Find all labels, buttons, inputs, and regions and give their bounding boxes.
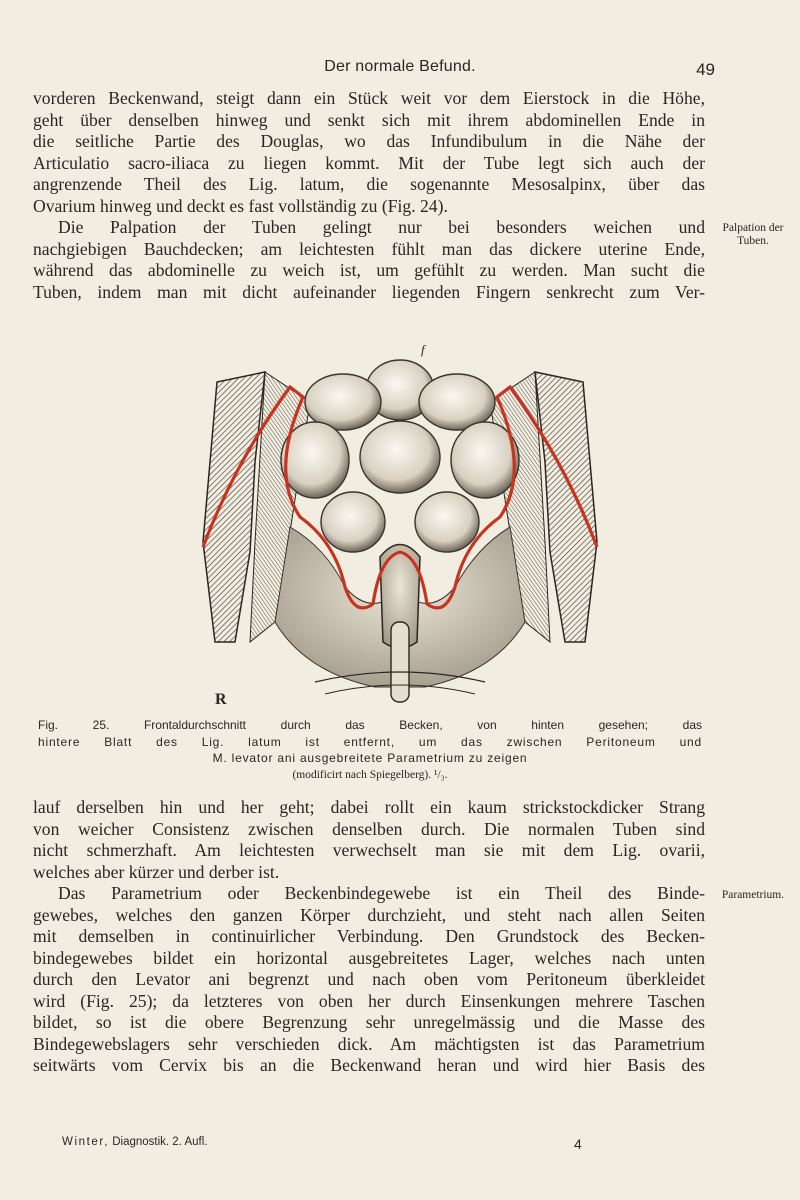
tuben-paragraph — [33, 217, 705, 303]
text-line: die seitliche Partie des Douglas, wo das Infundibulum in die Nähe der — [33, 131, 705, 151]
text-line: Die Palpation der Tuben gelingt nur bei besonders weichen und — [58, 217, 705, 237]
parametrium-paragraph — [33, 883, 705, 1077]
page-number: 49 — [696, 60, 715, 79]
page-footer — [62, 1136, 622, 1156]
figure-label-f: f — [421, 342, 425, 357]
top-paragraph — [33, 88, 705, 217]
caption-line: M. levator ani ausgebreitete Parametrium zu zeigen — [212, 751, 528, 765]
text-line: Tuben, indem man mit dicht aufeinander liegenden Fingern senkrecht zum Ver- — [33, 281, 705, 302]
text-line: bildet, so ist die obere Begrenzung sehr unregelmässig und die Masse des — [33, 1012, 705, 1032]
caption-line: Fig. 25. Frontaldurchschnitt durch das Becken, von hinten gesehen; das — [38, 718, 702, 732]
pelvis-illustration — [195, 342, 605, 714]
text-line: während das abdominelle zu weich ist, um gefühlt zu werden. Man sucht die — [33, 260, 705, 280]
intestine-loop — [321, 492, 385, 552]
text-line: lauf derselben hin und her geht; dabei rollt ein kaum strickstockdicker Strang — [33, 797, 705, 817]
caption-line: hintere Blatt des Lig. latum ist entfernt, um das zwischen Peritoneum und — [38, 734, 702, 749]
footer-sheet-number: 4 — [574, 1136, 582, 1152]
text-line: Das Parametrium oder Beckenbindegewebe ist ein Theil des Binde- — [58, 883, 705, 903]
figure-caption — [38, 717, 702, 783]
margin-note-line: Palpation der — [722, 222, 784, 234]
margin-note-line: Tuben. — [737, 235, 769, 247]
intestine-loop — [360, 421, 440, 493]
footer-author: Winter, — [62, 1136, 109, 1148]
text-line: nicht schmerzhaft. Am leichtesten verwechselt man sie mit dem Lig. ovarii, — [33, 840, 705, 860]
running-title: Der normale Befund. — [324, 58, 476, 75]
continuation-paragraph — [33, 797, 705, 883]
footer-book: Diagnostik. 2. Aufl. — [112, 1136, 208, 1148]
text-line: mit demselben in continuirlicher Verbindung. Den Grundstock des Becken- — [33, 926, 705, 946]
text-line: welches aber kürzer und derber ist. — [33, 861, 280, 882]
text-line: seitwärts vom Cervix bis an die Beckenwand heran und wird hier Basis des — [33, 1055, 705, 1075]
text-line: angrenzende Theil des Lig. latum, die sogenannte Mesosalpinx, über das — [33, 174, 705, 194]
cervix — [391, 622, 409, 702]
text-line: Articulatio sacro-iliaca zu liegen kommt. Mit der Tube legt sich auch der — [33, 152, 705, 173]
text-line: durch den Levator ani begrenzt und nach oben vom Peritoneum überkleidet — [33, 969, 705, 989]
caption-line: (modificirt nach Spiegelberg). ¹/₃. — [292, 768, 448, 781]
text-line: geht über denselben hinweg und senkt sich mit ihrem abdominellen Ende in — [33, 109, 705, 130]
margin-note-palpation — [708, 222, 798, 248]
text-line: Ovarium hinweg und deckt es fast vollständig zu (Fig. 24). — [33, 195, 448, 216]
text-line: gewebes, welches den ganzen Körper durchzieht, und steht nach allen Seiten — [33, 904, 705, 925]
intestine-loop — [415, 492, 479, 552]
text-line: Bindegewebslagers sehr verschieden dick. Am mächtigsten ist das Parametrium — [33, 1033, 705, 1054]
figure-label-r: R — [215, 691, 227, 708]
running-header — [0, 58, 800, 86]
text-line: vorderen Beckenwand, steigt dann ein Stück weit vor dem Eierstock in die Höhe, — [33, 88, 705, 108]
text-line: von weicher Consistenz zwischen denselben durch. Die normalen Tuben sind — [33, 818, 705, 839]
text-line: wird (Fig. 25); da letzteres von oben her durch Einsenkungen mehrere Taschen — [33, 990, 705, 1011]
text-line: nachgiebigen Bauchdecken; am leichtesten fühlt man das dickere uterine Ende, — [33, 238, 705, 259]
margin-note-parametrium: Parametrium. — [721, 889, 785, 901]
text-line: bindegewebes bildet ein horizontal ausgebreitetes Lager, welches nach unten — [33, 947, 705, 968]
